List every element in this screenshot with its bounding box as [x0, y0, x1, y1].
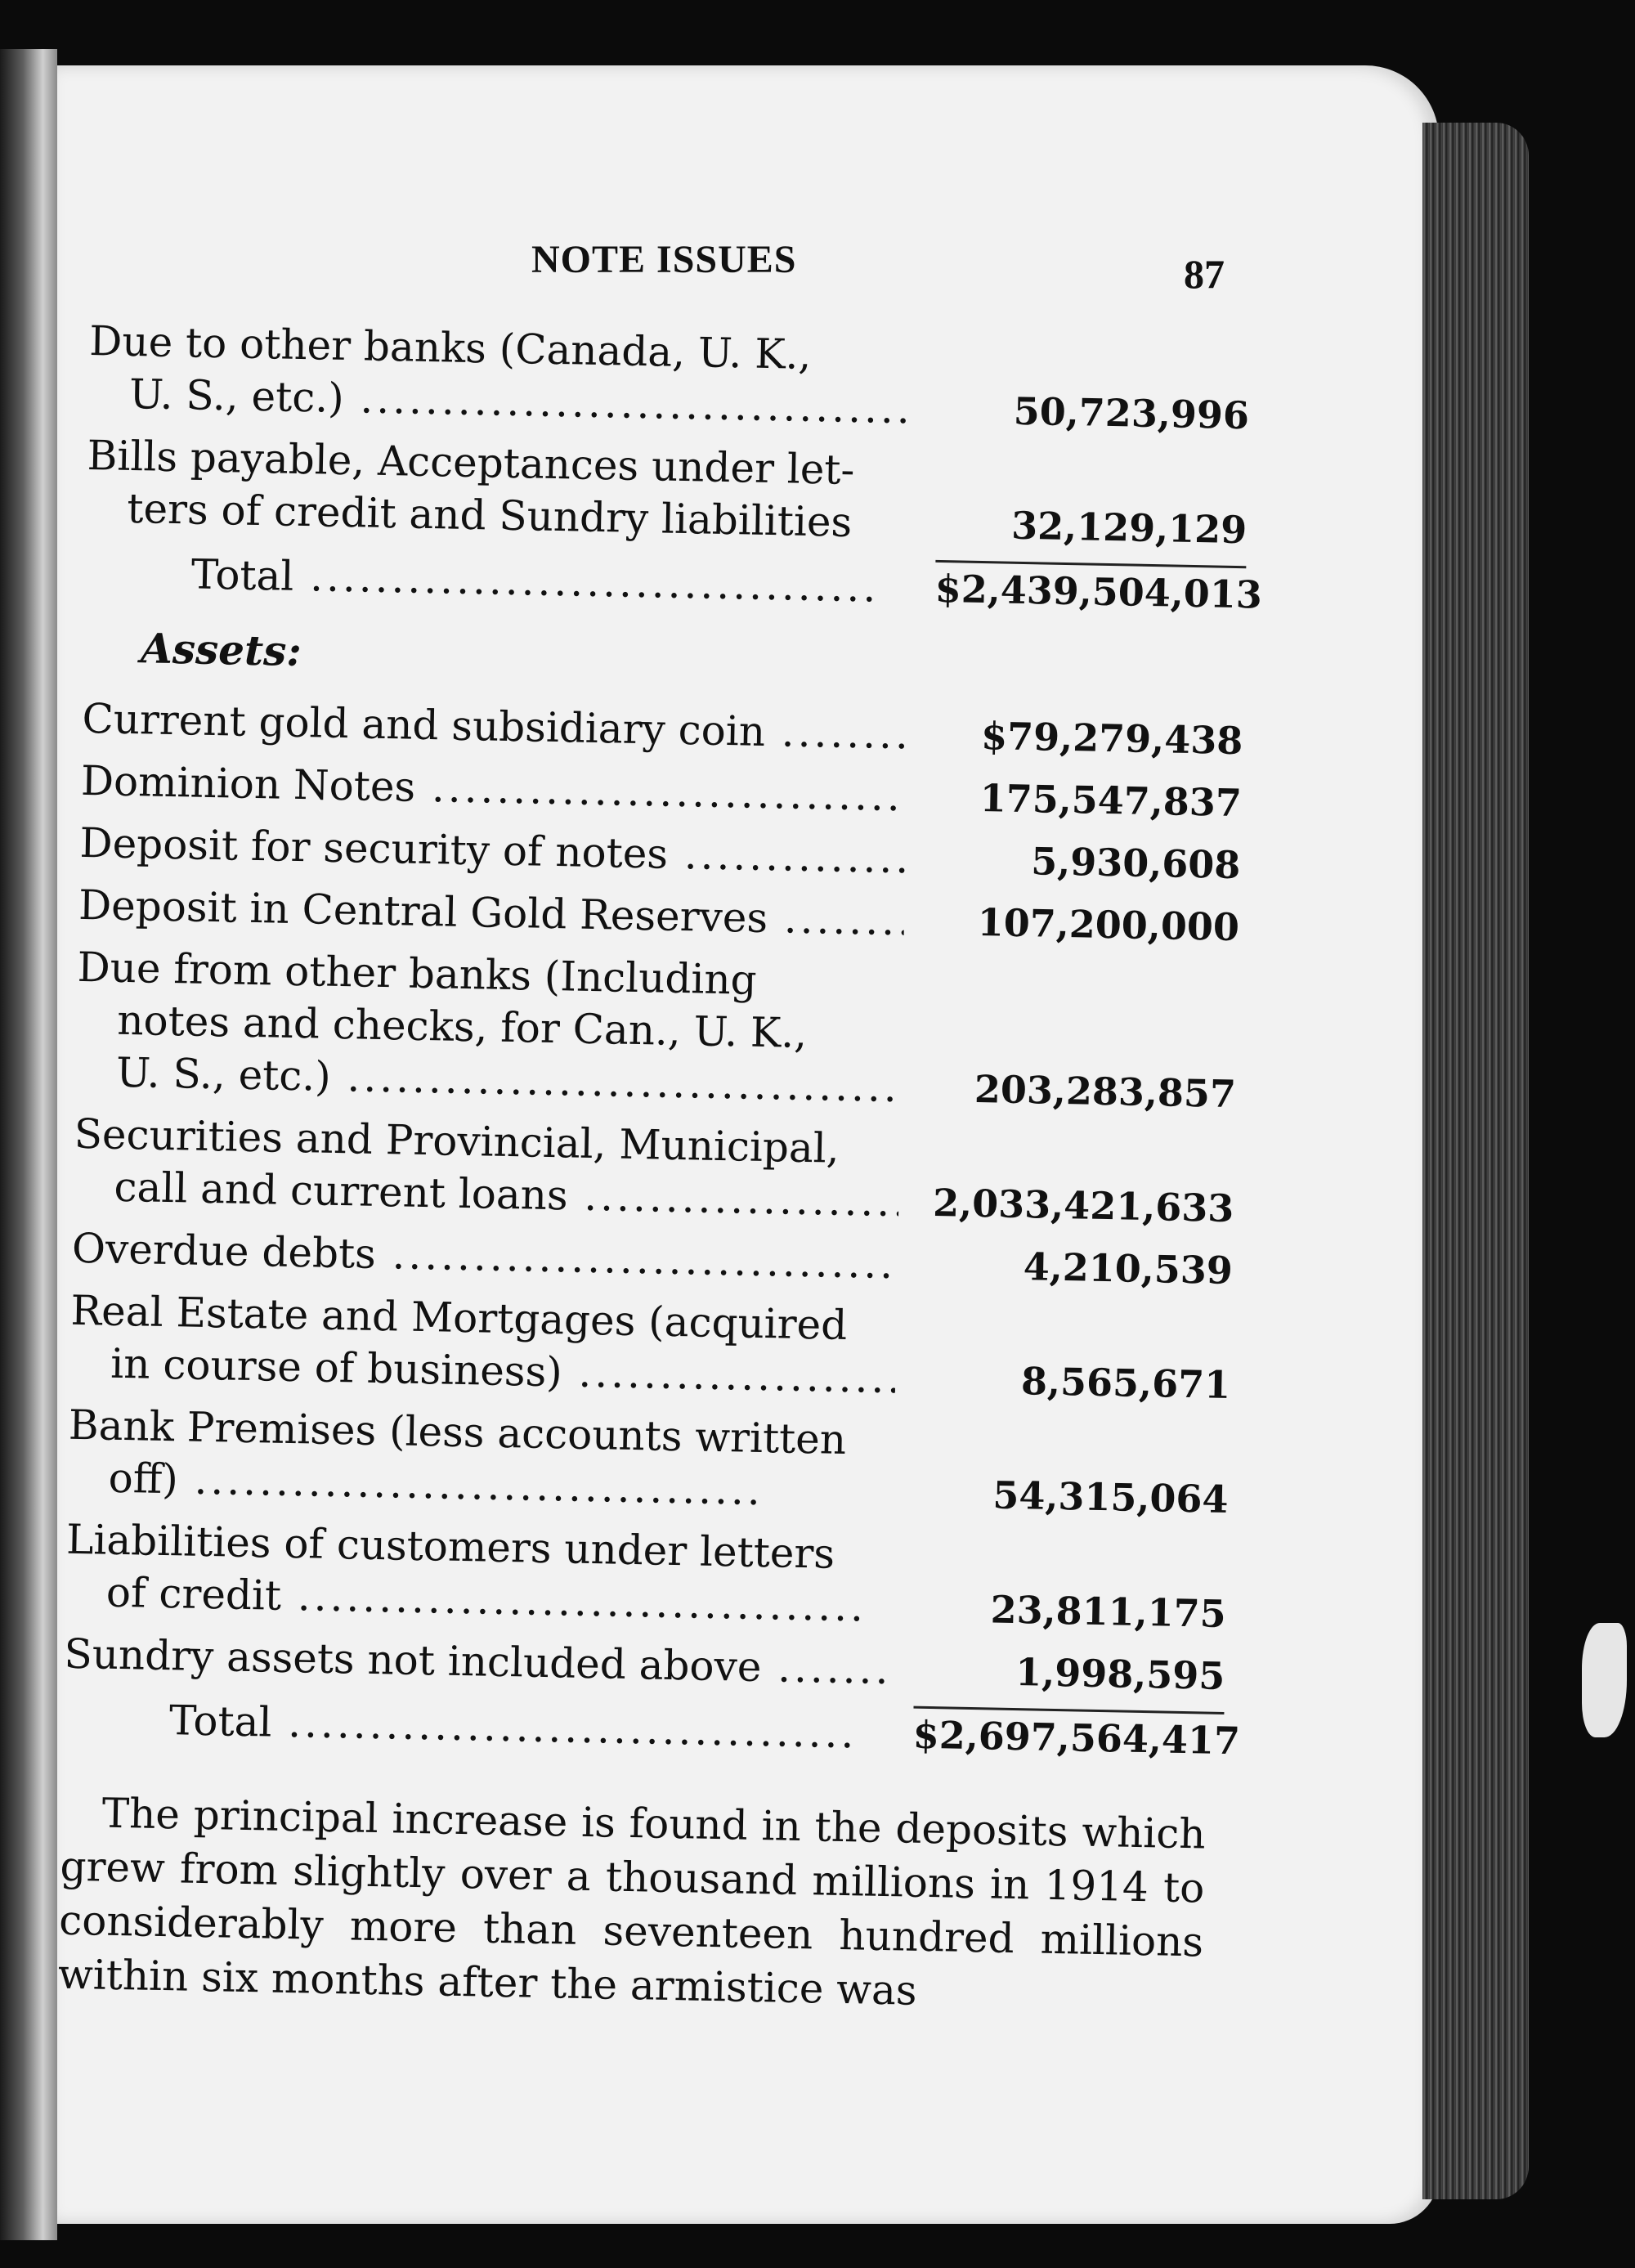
ledger-item-label: of credit ..... — [65, 1566, 891, 1634]
ledger-amount: 2,033,421,633 — [932, 1181, 1234, 1231]
ledger-item-label: Dominion Notes ..... — [80, 755, 907, 822]
ledger-item-line: notes and checks, for Can., U. K., — [116, 996, 808, 1057]
ledger-item-label: Deposit for security of notes ..... — [79, 817, 906, 885]
page-edges — [1422, 123, 1529, 2199]
ledger-amount: 8,565,671 — [1020, 1359, 1231, 1408]
ledger-item-label: Sundry assets not included above ..... — [64, 1628, 890, 1696]
ledger-amount: 54,315,064 — [992, 1472, 1229, 1522]
ledger-row — [73, 1108, 1235, 1235]
ledger-amount: 23,811,175 — [990, 1587, 1227, 1636]
book-left-edge — [0, 49, 57, 2240]
ledger-row — [88, 315, 1251, 441]
body-paragraph: The principal increase is found in the deposits which grew from slightly over a thousand millions in 1914 to considerably more than seventeen hundred millions within six months after the armistice was — [57, 1789, 1207, 2015]
page-content — [56, 315, 1263, 2064]
paper-blot — [1582, 1623, 1627, 1737]
ledger-row — [64, 1628, 1225, 1702]
running-title: NOTE ISSUES — [531, 238, 797, 281]
ledger-item — [73, 1108, 900, 1228]
ledger-amount: 203,283,857 — [974, 1066, 1237, 1117]
ledger-item — [71, 1222, 898, 1290]
ledger-row — [67, 1399, 1230, 1526]
ledger-item-label: U. S., etc.) ..... — [88, 367, 915, 435]
ledger-item-line: Due from other banks (Including — [77, 943, 758, 1004]
ledger-item — [69, 1284, 897, 1405]
ledger-amount: 107,200,000 — [977, 899, 1240, 950]
total-label: Total ..... — [62, 1692, 889, 1760]
ledger-item — [82, 693, 908, 760]
ledger-row — [86, 429, 1248, 556]
ledger-row — [78, 879, 1240, 953]
ledger-row — [69, 1284, 1232, 1411]
ledger-item-label: in course of business) ..... — [69, 1337, 896, 1405]
ledger-item — [67, 1399, 894, 1519]
ledger-row — [79, 817, 1241, 891]
ledger-item — [88, 315, 916, 435]
ledger-row — [75, 941, 1239, 1120]
ledger-item-label: off) ..... — [67, 1451, 894, 1519]
ledger-amount: 50,723,996 — [1013, 388, 1250, 438]
ledger-item-line: Real Estate and Mortgages (acquired — [70, 1286, 848, 1350]
ledger-item — [65, 1513, 892, 1634]
ledger-amount: $79,279,438 — [980, 714, 1243, 764]
assets-heading: Assets: — [140, 624, 302, 676]
ledger-item — [64, 1628, 890, 1696]
page-header — [0, 237, 1635, 297]
assets-total-amount: $2,697,564,417 — [912, 1706, 1224, 1767]
ledger-item-line: Due to other banks (Canada, U. K., — [88, 316, 812, 379]
ledger-item-line: Liabilities of customers under letters — [65, 1515, 835, 1578]
ledger-item-line: Bank Premises (less accounts written — [68, 1401, 847, 1464]
ledger-item — [80, 755, 907, 822]
ledger-item — [78, 879, 905, 947]
ledger-item — [86, 429, 913, 549]
ledger-item-label: Current gold and subsidiary coin ..... — [82, 693, 908, 760]
liabilities-total-amount: $2,439,504,013 — [934, 560, 1246, 621]
ledger-item-line: Securities and Provincial, Municipal, — [74, 1109, 840, 1172]
ledger-item-label: U. S., etc.) ..... — [75, 1046, 902, 1114]
ledger-row — [65, 1513, 1227, 1640]
ledger-amount: 5,930,608 — [1030, 839, 1241, 888]
ledger-item-label: ters of credit and Sundry liabilities — [126, 484, 853, 546]
ledger-amount: 32,129,129 — [1010, 503, 1248, 553]
ledger-amount: 1,998,595 — [1015, 1650, 1225, 1698]
ledger-item-label: Overdue debts ..... — [71, 1222, 898, 1290]
ledger-amount: 175,547,837 — [979, 776, 1243, 826]
ledger-item — [79, 817, 906, 885]
ledger-item — [62, 1692, 889, 1760]
page-number: 87 — [1184, 251, 1225, 297]
liabilities-total-row — [84, 544, 1263, 621]
ledger-amount: 4,210,539 — [1023, 1244, 1234, 1293]
ledger-item — [75, 941, 903, 1114]
ledger-row — [82, 693, 1243, 767]
ledger-item-label: call and current loans ..... — [73, 1160, 899, 1228]
ledger-item-line: Bills payable, Acceptances under let- — [87, 431, 855, 494]
ledger-item — [84, 546, 911, 614]
ledger-row — [80, 755, 1242, 829]
ledger-row — [71, 1222, 1233, 1297]
total-label: Total ..... — [84, 546, 911, 614]
ledger-item-label: Deposit in Central Gold Reserves ..... — [78, 879, 905, 947]
assets-total-row — [62, 1690, 1241, 1767]
